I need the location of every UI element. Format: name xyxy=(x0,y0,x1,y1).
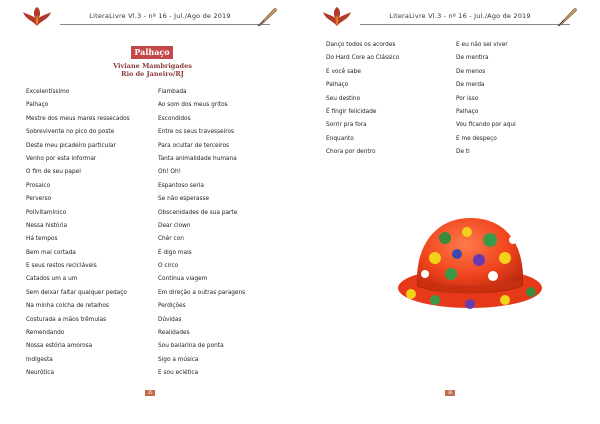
poem-line: Em direção a outras paragens xyxy=(158,289,246,296)
poem-line: Continua viagem xyxy=(158,276,208,283)
poem-line: Neurótica xyxy=(26,370,55,377)
poem-column-2 xyxy=(158,89,288,384)
header-text: LiteraLivre Vl.3 - nº 16 - Jul./Ago de 2019 xyxy=(89,12,231,20)
poem-line: De merda xyxy=(456,82,485,89)
poem-line: Perverso xyxy=(26,196,52,203)
poem-line: Prosaico xyxy=(26,182,51,189)
poem-author xyxy=(80,62,225,78)
poem-line: Indigesta xyxy=(26,356,53,363)
poem-line: Palhaço xyxy=(26,102,49,109)
poem-line: De ti xyxy=(456,149,470,156)
poem-line: E sou eclética xyxy=(158,370,199,377)
right-page xyxy=(300,0,600,424)
header-rule xyxy=(360,24,570,25)
poem-line: Realidades xyxy=(158,330,190,337)
poem-line: Sigo a música xyxy=(158,356,199,363)
header-rule xyxy=(60,24,270,25)
page-number: 35 xyxy=(145,390,155,396)
poem-line: Na minha colcha de retalhos xyxy=(26,303,109,310)
poem-column-1 xyxy=(26,89,151,384)
poem-line: Chèr con xyxy=(158,236,184,243)
poem-line: O circo xyxy=(158,263,179,270)
phoenix-logo-icon xyxy=(22,6,52,28)
poem-line: Excelentíssimo xyxy=(26,89,70,95)
header-text: LiteraLivre Vl.3 - nº 16 - Jul./Ago de 2019 xyxy=(389,12,531,20)
poem-line: E me despeço xyxy=(456,135,497,142)
poem-line: Ao som dos meus gritos xyxy=(158,102,228,109)
poem-line: Há tempos xyxy=(26,236,58,243)
poem-line: Oh! Oh! xyxy=(158,169,181,176)
poem-line: Por isso xyxy=(456,95,479,102)
poem-line: Sem deixar faltar qualquer pedaço xyxy=(26,289,127,296)
poem-line: Do Hard Core ao Clássico xyxy=(326,55,400,62)
quill-pen-icon xyxy=(256,6,278,28)
poem-line: Se não esperasse xyxy=(158,196,210,203)
poem-line: Catados um a um xyxy=(26,276,78,283)
poem-line: Palhaço xyxy=(456,108,479,115)
poem-line: De mentira xyxy=(456,55,489,62)
poem-line: Escondidos xyxy=(158,115,191,122)
poem-line: Dúvidas xyxy=(158,316,182,323)
poem-line: Deste meu picadeiro particular xyxy=(26,142,116,149)
poem-line: Flambada xyxy=(158,89,187,95)
poem-line: Mestre dos meus mares ressecados xyxy=(26,115,130,122)
poem-line: Venho por esta informar xyxy=(26,155,97,162)
poem-line: Perdições xyxy=(158,303,186,310)
poem-line: E você sabe xyxy=(326,68,361,75)
poem-line: Dear clown xyxy=(158,222,191,229)
poem-line: Sou bailarina de ponta xyxy=(158,343,224,350)
poem-line: Nessa história xyxy=(26,222,68,229)
phoenix-logo-icon xyxy=(322,6,352,28)
poem-line: Chora por dentro xyxy=(326,149,376,156)
page-header xyxy=(322,6,578,30)
page-header xyxy=(22,6,278,30)
poem-line: Obscenidades de sua parte xyxy=(158,209,238,216)
poem-line: Palhaço xyxy=(326,82,349,89)
poem-line: E eu não sei viver xyxy=(456,42,508,48)
poem-line: Costurada a mãos trêmulas xyxy=(26,316,107,323)
poem-line: De menos xyxy=(456,68,486,75)
poem-line: Para ocultar de terceiros xyxy=(158,142,230,149)
author-place: Rio de Janeiro/RJ xyxy=(121,70,184,78)
poem-line: Tanta animalidade humana xyxy=(158,155,237,162)
poem-line: Danço todos os acordes xyxy=(326,42,396,48)
poem-line: Enquanto xyxy=(326,135,354,142)
poem-title: Palhaço xyxy=(131,46,173,59)
poem-line: Entre os seus travesseiros xyxy=(158,129,235,136)
page-number: 36 xyxy=(445,390,455,396)
poem-column-3 xyxy=(326,42,451,163)
poem-line: Polivitamínico xyxy=(26,209,67,216)
polka-dot-clown-hat-image xyxy=(395,210,545,310)
poem-column-4 xyxy=(456,42,586,163)
poem-line: O fim de seu papel xyxy=(26,169,81,176)
poem-line: Seu destino xyxy=(326,95,361,102)
author-name: Viviane Mambrigades xyxy=(113,62,192,70)
poem-line: É fingir felicidade xyxy=(326,108,377,115)
poem-line: Bem mal cortada xyxy=(26,249,76,256)
poem-line: Espantoso seria xyxy=(158,182,204,189)
poem-line: E seus restos recicláveis xyxy=(26,263,97,270)
quill-pen-icon xyxy=(556,6,578,28)
poem-line: Sorrir pra fora xyxy=(326,122,367,129)
poem-line: Remendando xyxy=(26,330,65,337)
poem-line: Nossa estória amorosa xyxy=(26,343,93,350)
poem-line: Vou ficando por aqui xyxy=(456,122,516,129)
poem-line: É digo mais xyxy=(158,249,192,256)
poem-line: Sobrevivente no pico do poste xyxy=(26,129,115,136)
